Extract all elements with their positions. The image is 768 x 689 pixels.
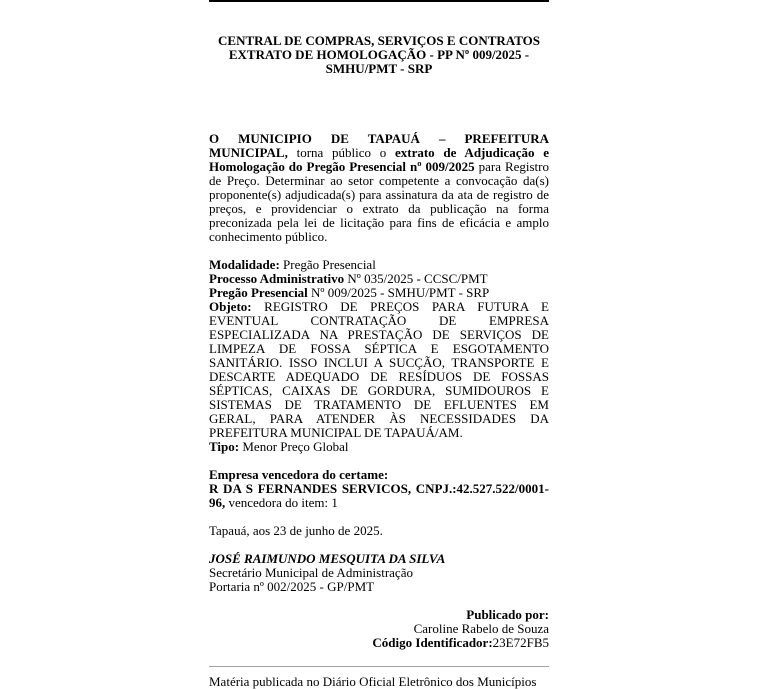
footer-divider [209,666,549,667]
objeto-value: REGISTRO DE PREÇOS PARA FUTURA E EVENTUAL CONTRATAÇÃO DE EMPRESA ESPECIALIZADA NA PRESTAÇÃO DE SERVIÇOS DE LIMPEZA DE FOSSA SÉPTICA E ESGOTAMENTO SANITÁRIO. ISSO INCLUI A SUCÇÃO, TRANSPORTE E DESCARTE ADEQUADO DE RESÍDUOS DE FOSSAS SÉPTICAS, CAIXAS DE GORDURA, SUMIDOUROS E SISTEMAS DE TRATAMENTO DE EFLUENTES EM GERAL, PARA ATENDER ÀS NECESSIDADES DA PREFEITURA MUNICIPAL DE TAPAUÁ/AM. [209,299,549,440]
intro-bold-2: extrato de Adjudicação e Homologação do Pregão Presencial nº 009/2025 [209,145,549,174]
details-block [209,258,549,454]
winner-company-line [209,482,549,510]
modalidade-value: Pregão Presencial [279,257,376,272]
winner-label: Empresa vencedora do certame: [209,467,389,482]
tipo-value: Menor Preço Global [239,439,349,454]
published-by-label: Publicado por: [466,607,549,622]
code-value: 23E72FB5 [492,635,549,650]
winner-company: R DA S FERNANDES SERVICOS, CNPJ.:42.527.522/0001-96, [209,481,549,510]
signatory-name: JOSÉ RAIMUNDO MESQUITA DA SILVA [209,551,446,566]
document-page [209,0,549,689]
tipo-line [209,440,549,454]
footer-text: Matéria publicada no Diário Oficial Eletrônico dos Municípios [209,674,537,689]
top-divider [209,0,549,2]
modalidade-line [209,258,549,272]
pregao-value: Nº 009/2025 - SMHU/PMT - SRP [307,285,490,300]
winner-block [209,468,549,510]
processo-label: Processo Administrativo [209,271,345,286]
code-label: Código Identificador: [372,635,493,650]
objeto-label: Objeto: [209,299,252,314]
signatory-ordinance: Portaria nº 002/2025 - GP/PMT [209,579,375,594]
intro-entity: O MUNICIPIO DE TAPAUÁ – PREFEITURA MUNICIPAL, [209,131,549,160]
signatory-role: Secretário Municipal de Administração [209,565,413,580]
winner-item: vencedora do item: 1 [225,495,338,510]
signature-block [209,552,549,594]
objeto-line [209,300,549,440]
code-line [209,636,549,650]
pregao-label: Pregão Presencial [209,285,308,300]
tipo-label: Tipo: [209,439,240,454]
intro-paragraph [209,132,549,244]
title-line-2: EXTRATO DE HOMOLOGAÇÃO - PP Nº 009/2025 - [228,47,530,62]
title-line-3: SMHU/PMT - SRP [325,61,433,76]
modalidade-label: Modalidade: [209,257,280,272]
processo-line [209,272,549,286]
document-title [209,34,549,76]
pregao-line [209,286,549,300]
intro-text-1: torna público o [287,145,395,160]
publisher-name: Caroline Rabelo de Souza [413,621,549,636]
winner-label-line [209,468,549,482]
place-date: Tapauá, aos 23 de junho de 2025. [209,523,383,538]
publication-block [209,608,549,650]
processo-value: Nº 035/2025 - CCSC/PMT [344,271,488,286]
title-line-1: CENTRAL DE COMPRAS, SERVIÇOS E CONTRATOS [218,33,540,48]
intro-text-3: para Registro de Preço. Determinar ao setor competente a convocação da(s) proponente(s) adjudicada(s) para assinatura da ata de registro de preços, e providenciar o extrato da publicação na forma preconizada pela lei de licitação para fins de eficácia e amplo conhecimento público. [209,159,550,244]
published-by-label-line [209,608,549,622]
